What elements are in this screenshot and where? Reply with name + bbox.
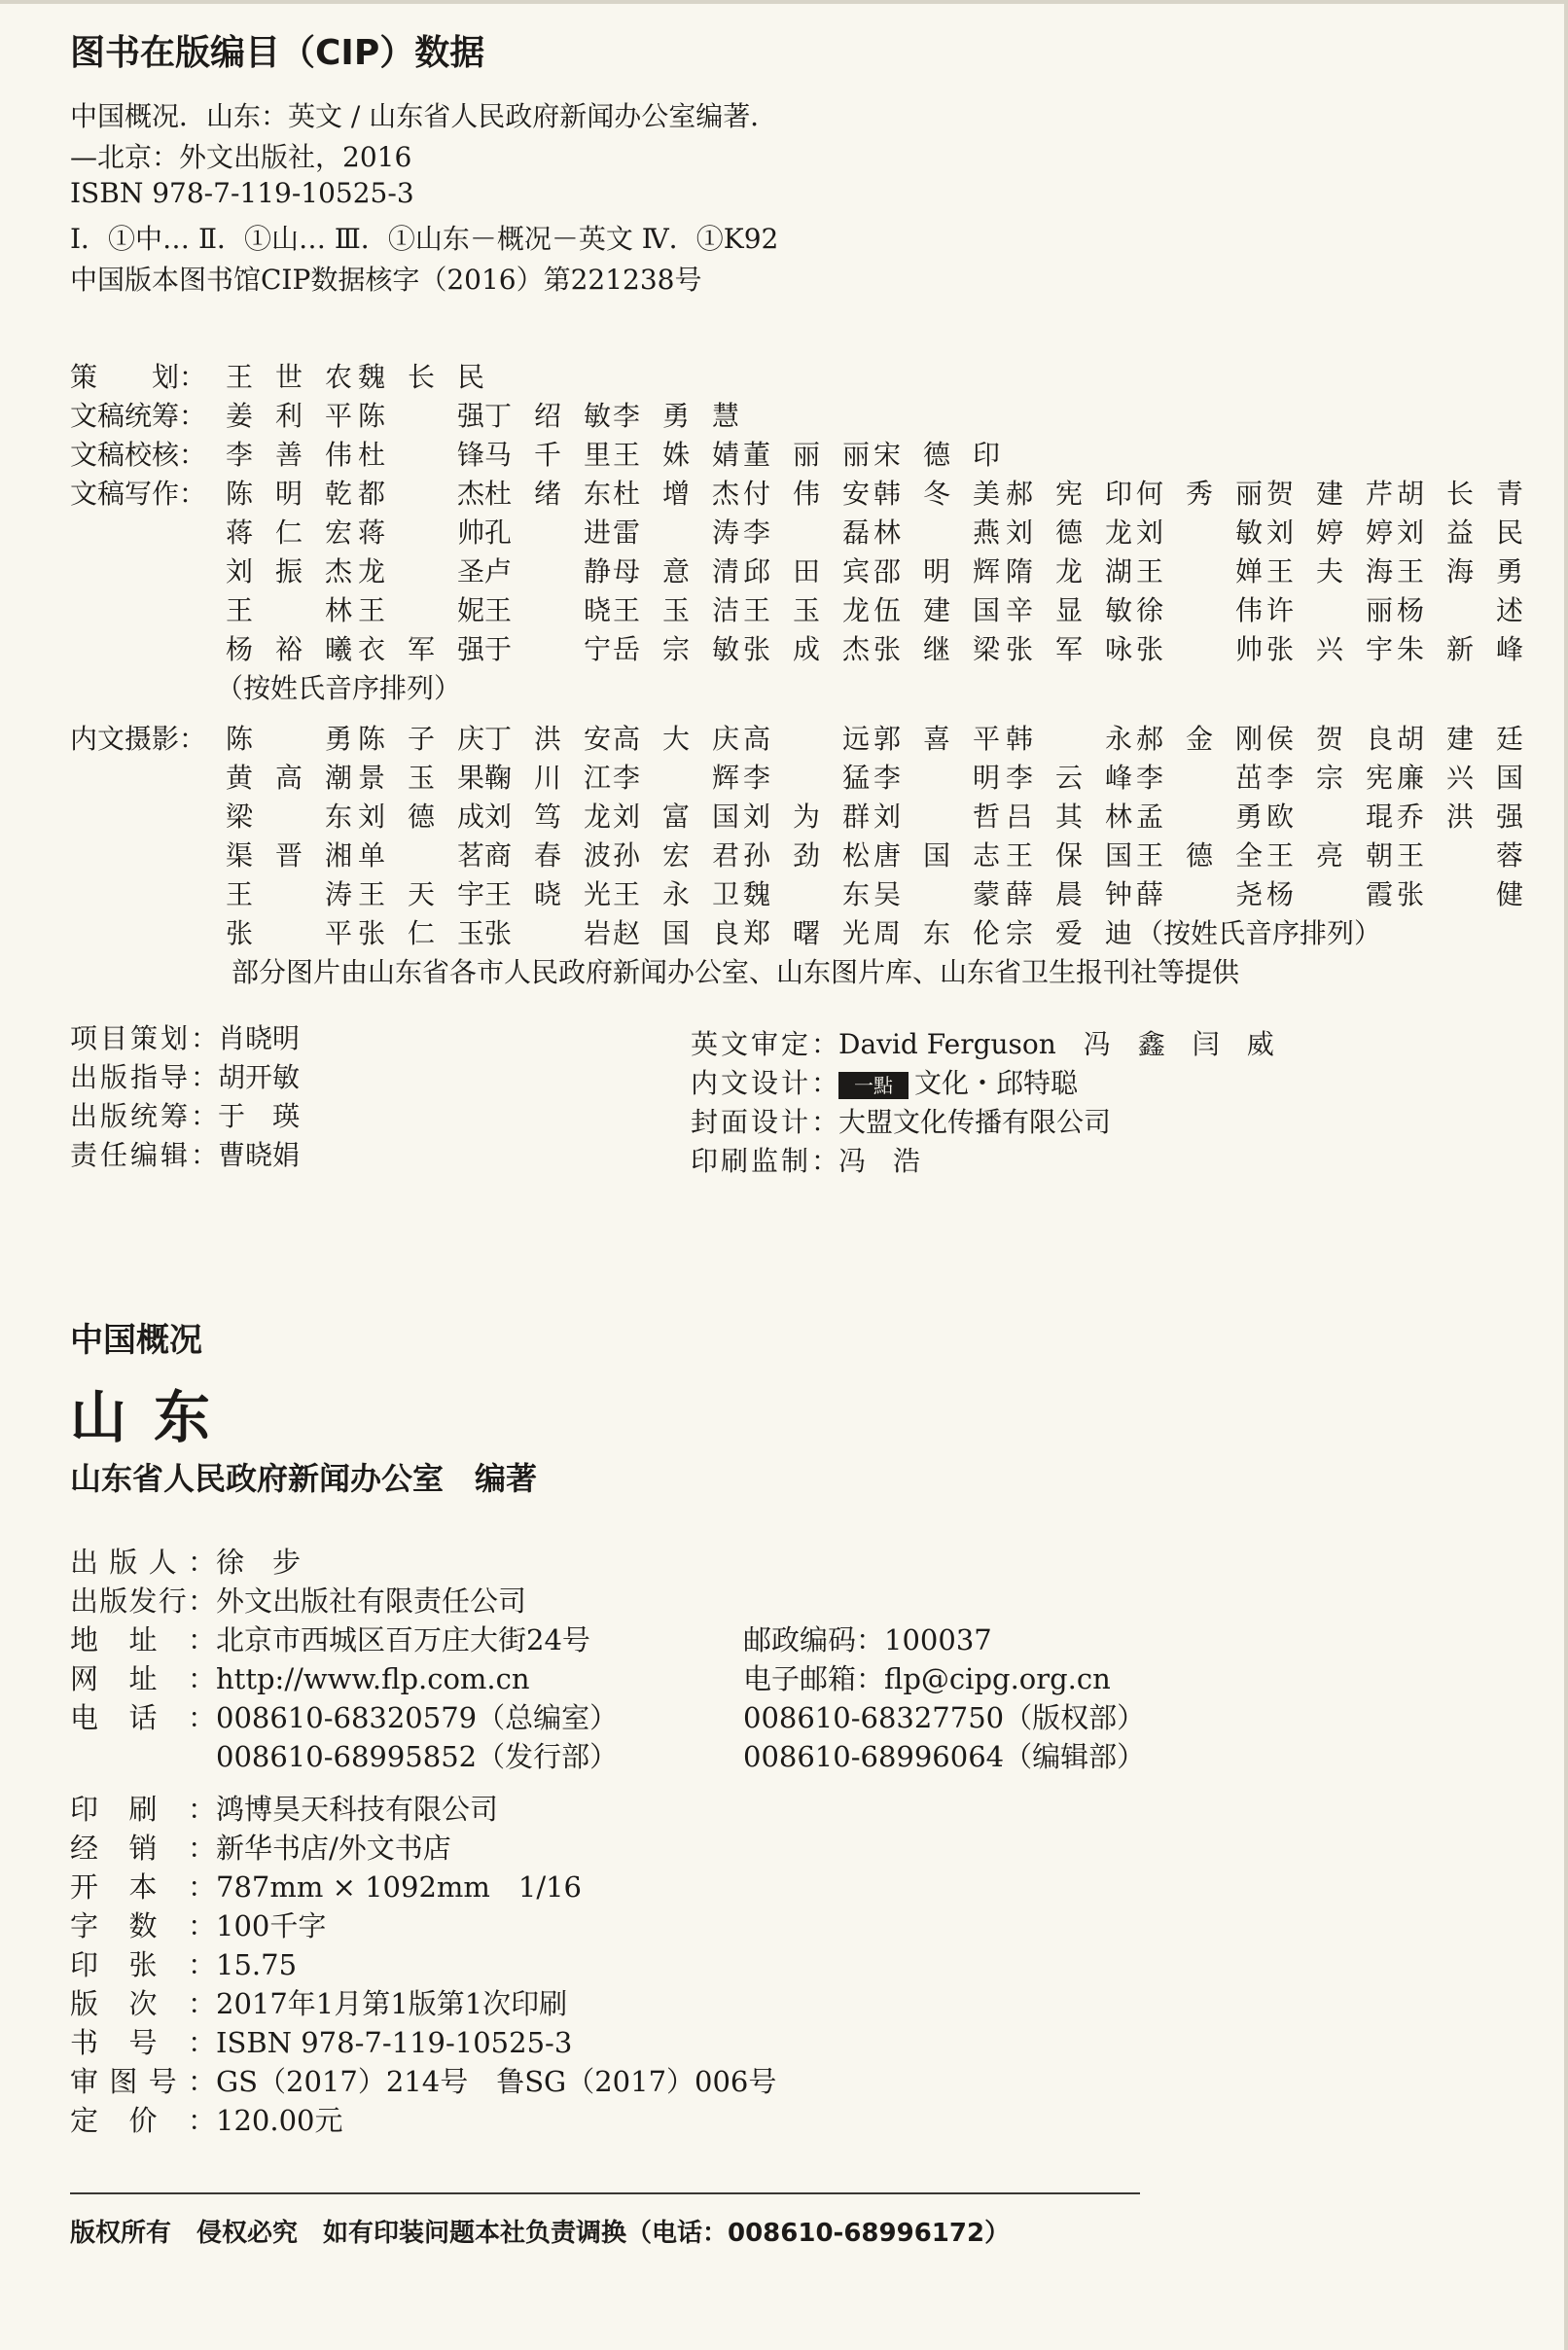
credit-name: 李 磊: [743, 516, 870, 549]
pub-label: [70, 1740, 216, 1773]
pub-label: 印张：: [70, 1948, 216, 1981]
credit-name: 刘婷婷: [1266, 516, 1393, 549]
pub-value: 787mm × 1092mm 1/16: [216, 1870, 583, 1904]
cip-header: 图书在版编目（CIP）数据: [70, 33, 485, 73]
credit-name: 王海勇: [1397, 555, 1523, 588]
credit-name: 杜绪东: [484, 478, 611, 510]
credit-row: [70, 757, 1529, 796]
credit-name: 李 明: [873, 762, 1000, 794]
credit-name: 刘为群: [743, 801, 870, 833]
credit-name: 乔洪强: [1397, 801, 1523, 833]
credit-name: 高大庆: [613, 723, 739, 755]
pub-value: 008610-68327750（版权部）: [743, 1701, 1146, 1734]
cip-line-5: 中国版本图书馆CIP数据核字（2016）第221238号: [70, 264, 702, 296]
pub-label: 印刷：: [70, 1793, 216, 1826]
pub-label: 版次：: [70, 1987, 216, 2020]
credit-name: 李勇慧: [613, 400, 739, 432]
credit-name: 董丽丽: [743, 439, 870, 471]
credit-label: 文稿写作：: [70, 478, 207, 510]
credit-row: [70, 873, 1529, 912]
credit-name: 陈明乾: [226, 478, 352, 510]
credit-name: 王世农: [226, 361, 352, 393]
credit-name: 都 杰: [358, 478, 484, 510]
pub-row: [70, 1905, 326, 1944]
credit-name: 邵明辉: [873, 555, 1000, 588]
pub-value: 100037: [884, 1623, 992, 1656]
pub-row-secondary: [743, 1696, 1145, 1736]
staff-publishing-coordination: 出版统筹：于 瑛: [70, 1100, 301, 1132]
book-series: 中国概况: [70, 1321, 202, 1360]
pub-value: ISBN 978-7-119-10525-3: [216, 2026, 573, 2059]
credit-name: 徐 伟: [1136, 594, 1263, 626]
pub-label: 审图号：: [70, 2065, 216, 2098]
footer-divider: [70, 2192, 1140, 2194]
credit-name: 丁绍敏: [484, 400, 611, 432]
credit-name: 刘德龙: [1006, 516, 1132, 549]
credit-name: 王 涛: [226, 878, 352, 910]
credit-name: 韩 永: [1006, 723, 1132, 755]
credit-name: 张 帅: [1136, 633, 1263, 665]
credit-name: 胡长青: [1397, 478, 1523, 510]
pub-value: 008610-68995852（发行部）: [216, 1740, 619, 1773]
credit-name: 韩冬美: [873, 478, 1000, 510]
pub-row: [70, 1943, 297, 1983]
credit-name: 张 平: [226, 917, 352, 949]
credit-name: 魏长民: [358, 361, 484, 393]
photo-source-note: 部分图片由山东省各市人民政府新闻办公室、山东图片库、山东省卫生报刊社等提供: [232, 956, 1240, 988]
credit-name: 王亮朝: [1266, 839, 1393, 872]
cip-line-1: 中国概况．山东：英文 / 山东省人民政府新闻办公室编著．: [70, 100, 778, 132]
pub-value: 北京市西城区百万庄大街24号: [216, 1623, 590, 1656]
credit-row: [70, 512, 1529, 551]
pub-value: 外文出版社有限责任公司: [216, 1584, 527, 1618]
credit-name: 王永卫: [613, 878, 739, 910]
credit-row: [70, 395, 1529, 434]
credit-name: 吴 蒙: [873, 878, 1000, 910]
credit-name: 陈 勇: [226, 723, 352, 755]
credit-name: 母意清: [613, 555, 739, 588]
credit-name: 王 婵: [1136, 555, 1263, 588]
credit-name: 魏 东: [743, 878, 870, 910]
credit-name: 景玉果: [358, 762, 484, 794]
credit-name: 渠晋湘: [226, 839, 352, 872]
credit-name: 王姝婧: [613, 439, 739, 471]
credit-name: 张仁玉: [358, 917, 484, 949]
credit-name: 杨裕曦: [226, 633, 352, 665]
staff-project-planning: 项目策划：肖晓明: [70, 1022, 301, 1054]
pub-value: 新华书店/外文书店: [216, 1832, 451, 1865]
credit-name: 宋德印: [873, 439, 1000, 471]
staff-publishing-guidance: 出版指导：胡开敏: [70, 1061, 301, 1093]
credit-name: 张成杰: [743, 633, 870, 665]
cip-line-4: Ⅰ．①中… Ⅱ．①山… Ⅲ．①山东－概况－英文 Ⅳ．①K92: [70, 223, 779, 255]
credit-name: 贺建芹: [1266, 478, 1393, 510]
credit-name: 龙 圣: [358, 555, 484, 588]
pub-value: 008610-68996064（编辑部）: [743, 1740, 1146, 1773]
credit-name: 孙宏君: [613, 839, 739, 872]
credit-name: 刘富国: [613, 801, 739, 833]
pub-label: 经销：: [70, 1832, 216, 1865]
pub-value: 2017年1月第1版第1次印刷: [216, 1987, 568, 2020]
credit-name: 黄高潮: [226, 762, 352, 794]
page-edge-right: [1564, 0, 1568, 2350]
credit-row: [70, 473, 1529, 512]
pub-value: flp@cipg.org.cn: [884, 1662, 1111, 1695]
credit-name: 赵国良: [613, 917, 739, 949]
credit-name: 李云峰: [1006, 762, 1132, 794]
pub-label: 书号：: [70, 2026, 216, 2059]
credit-row: [70, 796, 1529, 835]
book-author: 山东省人民政府新闻办公室 编著: [70, 1460, 538, 1497]
credit-name: 单 茗: [358, 839, 484, 872]
credit-row: [70, 835, 1529, 873]
staff-responsible-editor: 责任编辑：曹晓娟: [70, 1139, 301, 1171]
pub-row: [70, 2099, 342, 2139]
pub-label: 电子邮箱：: [743, 1662, 885, 1695]
pub-label: 出版发行：: [70, 1584, 216, 1618]
credit-label: 内文摄影：: [70, 723, 207, 755]
pub-row: [70, 1982, 567, 2022]
credit-name: 隋龙湖: [1006, 555, 1132, 588]
credit-name: 岳宗敏: [613, 633, 739, 665]
credit-name: 刘德成: [358, 801, 484, 833]
credit-name: 薛晨钟: [1006, 878, 1132, 910]
cip-line-3: ISBN 978-7-119-10525-3: [70, 177, 414, 209]
copyright-footer: 版权所有 侵权必究 如有印装问题本社负责调换（电话：008610-68996172）: [70, 2219, 1011, 2248]
pub-row: [70, 1619, 590, 1658]
credit-row: [70, 356, 1529, 395]
credit-name: 孟 勇: [1136, 801, 1263, 833]
credit-name: 丁洪安: [484, 723, 611, 755]
credit-name: 刘振杰: [226, 555, 352, 588]
page-edge-top: [0, 0, 1568, 4]
pub-value: http://www.flp.com.cn: [216, 1662, 530, 1695]
pub-label: 字数：: [70, 1909, 216, 1942]
credit-name: 孙劲松: [743, 839, 870, 872]
cip-line-2: —北京：外文出版社，2016: [70, 141, 412, 173]
pub-label: 开本：: [70, 1870, 216, 1904]
pub-row-secondary: [743, 1657, 1111, 1697]
credit-name: 孔 进: [484, 516, 611, 549]
pub-row: [70, 1827, 451, 1867]
credit-name: 何秀丽: [1136, 478, 1263, 510]
credit-name: 王保国: [1006, 839, 1132, 872]
pub-row-secondary: [743, 1619, 992, 1658]
pub-row: [70, 1580, 526, 1620]
credit-name: 雷 涛: [613, 516, 739, 549]
credit-name: 于 宁: [484, 633, 611, 665]
credit-name: 张 岩: [484, 917, 611, 949]
pub-row: [70, 1866, 582, 1905]
credit-name: 王天宇: [358, 878, 484, 910]
pub-value: 100千字: [216, 1909, 327, 1942]
credit-name: 张 健: [1397, 878, 1523, 910]
pub-row: [70, 2060, 776, 2100]
credit-name: 杨 述: [1397, 594, 1523, 626]
credit-name: 邱田宾: [743, 555, 870, 588]
studio-logo-icon: 一點: [838, 1072, 909, 1099]
credit-name: 欧 琨: [1266, 801, 1393, 833]
credit-name: 侯贺良: [1266, 723, 1393, 755]
credit-name: 王 林: [226, 594, 352, 626]
credit-name: 王 晓: [484, 594, 611, 626]
pub-value: 鸿博昊天科技有限公司: [216, 1793, 499, 1826]
pub-label: 定价：: [70, 2104, 216, 2137]
credit-name: 李 辉: [613, 762, 739, 794]
credit-name: 姜利平: [226, 400, 352, 432]
credit-name: 蒋 帅: [358, 516, 484, 549]
pub-label: 网址：: [70, 1662, 216, 1695]
credit-row: [70, 551, 1529, 589]
credit-name: 张军咏: [1006, 633, 1132, 665]
credit-name: 陈子庆: [358, 723, 484, 755]
credit-name: 付伟安: [743, 478, 870, 510]
credit-name: 许 丽: [1266, 594, 1393, 626]
credit-name: 唐国志: [873, 839, 1000, 872]
credit-name: 刘笃龙: [484, 801, 611, 833]
credit-row: [70, 628, 1529, 667]
pub-label: 邮政编码：: [743, 1623, 885, 1656]
credit-name: 王德全: [1136, 839, 1263, 872]
credit-name: 胡建廷: [1397, 723, 1523, 755]
pub-row: [70, 1657, 530, 1697]
pub-row-secondary: [743, 1735, 1145, 1775]
credit-name: 王玉洁: [613, 594, 739, 626]
pub-row: [70, 1541, 301, 1581]
pub-row: [70, 1696, 618, 1736]
credit-name: 杜 锋: [358, 439, 484, 471]
staff-english-review: 英文审定：David Ferguson 冯 鑫 闫 威: [691, 1028, 1274, 1060]
credit-name: 王夫海: [1266, 555, 1393, 588]
credit-name: 杜增杰: [613, 478, 739, 510]
credit-name: 鞠川江: [484, 762, 611, 794]
pub-value: 15.75: [216, 1948, 298, 1981]
credit-name: 林 燕: [873, 516, 1000, 549]
credit-name: 李 茁: [1136, 762, 1263, 794]
pub-value: GS（2017）214号 鲁SG（2017）006号: [216, 2065, 777, 2098]
credit-name: 马千里: [484, 439, 611, 471]
credit-name: 刘益民: [1397, 516, 1523, 549]
pub-row: [70, 2021, 572, 2061]
credit-name: 廉兴国: [1397, 762, 1523, 794]
staff-cover-design: 封面设计：大盟文化传播有限公司: [691, 1106, 1112, 1138]
credit-name: 朱新峰: [1397, 633, 1523, 665]
credit-label: 文稿校核：: [70, 439, 207, 471]
credit-name: 刘 哲: [873, 801, 1000, 833]
credit-name: 高 远: [743, 723, 870, 755]
credit-name: 王 蓉: [1397, 839, 1523, 872]
credit-name: 卢 静: [484, 555, 611, 588]
pub-label: 地址：: [70, 1623, 216, 1656]
credit-label: 文稿统筹：: [70, 400, 207, 432]
credit-name: 王晓光: [484, 878, 611, 910]
credit-name: 商春波: [484, 839, 611, 872]
credit-name: 郭喜平: [873, 723, 1000, 755]
pub-row: [70, 1735, 618, 1775]
credit-name: 李宗宪: [1266, 762, 1393, 794]
credit-name: 辛显敏: [1006, 594, 1132, 626]
credit-name: 蒋仁宏: [226, 516, 352, 549]
credit-name: 王 妮: [358, 594, 484, 626]
credit-label: 策 划：: [70, 361, 207, 393]
pub-value: 徐 步: [216, 1546, 302, 1579]
credit-name: 王玉龙: [743, 594, 870, 626]
photography-sort-note: （按姓氏音序排列）: [1136, 917, 1382, 949]
credit-name: 陈 强: [358, 400, 484, 432]
credit-name: 李善伟: [226, 439, 352, 471]
credit-name: 周东伦: [873, 917, 1000, 949]
credit-name: 李 猛: [743, 762, 870, 794]
credit-name: 郝金刚: [1136, 723, 1263, 755]
pub-label: 出版人：: [70, 1546, 216, 1579]
credit-name: 张继梁: [873, 633, 1000, 665]
credit-name: 张兴宇: [1266, 633, 1393, 665]
credit-name: 郝宪印: [1006, 478, 1132, 510]
credit-name: 伍建国: [873, 594, 1000, 626]
credit-name: 吕其林: [1006, 801, 1132, 833]
writing-sort-note: （按姓氏音序排列）: [216, 672, 462, 704]
credit-row: [70, 589, 1529, 628]
pub-value: 008610-68320579（总编室）: [216, 1701, 619, 1734]
credit-name: 郑曙光: [743, 917, 870, 949]
credit-name: 杨 霞: [1266, 878, 1393, 910]
book-title: 山东: [70, 1384, 238, 1450]
pub-row: [70, 1788, 498, 1828]
staff-interior-design: 内文设计： 一點 文化・邱特聪: [691, 1067, 1079, 1099]
credit-name: 薛 尧: [1136, 878, 1263, 910]
credit-row: [70, 434, 1529, 473]
credit-name: 衣军强: [358, 633, 484, 665]
credit-row: [70, 718, 1529, 757]
credit-name: 刘 敏: [1136, 516, 1263, 549]
pub-value: 120.00元: [216, 2104, 343, 2137]
staff-print-supervision: 印刷监制：冯 浩: [691, 1145, 921, 1177]
credit-name: 梁 东: [226, 801, 352, 833]
credit-name: 宗爱迪: [1006, 917, 1132, 949]
pub-label: 电话：: [70, 1701, 216, 1734]
